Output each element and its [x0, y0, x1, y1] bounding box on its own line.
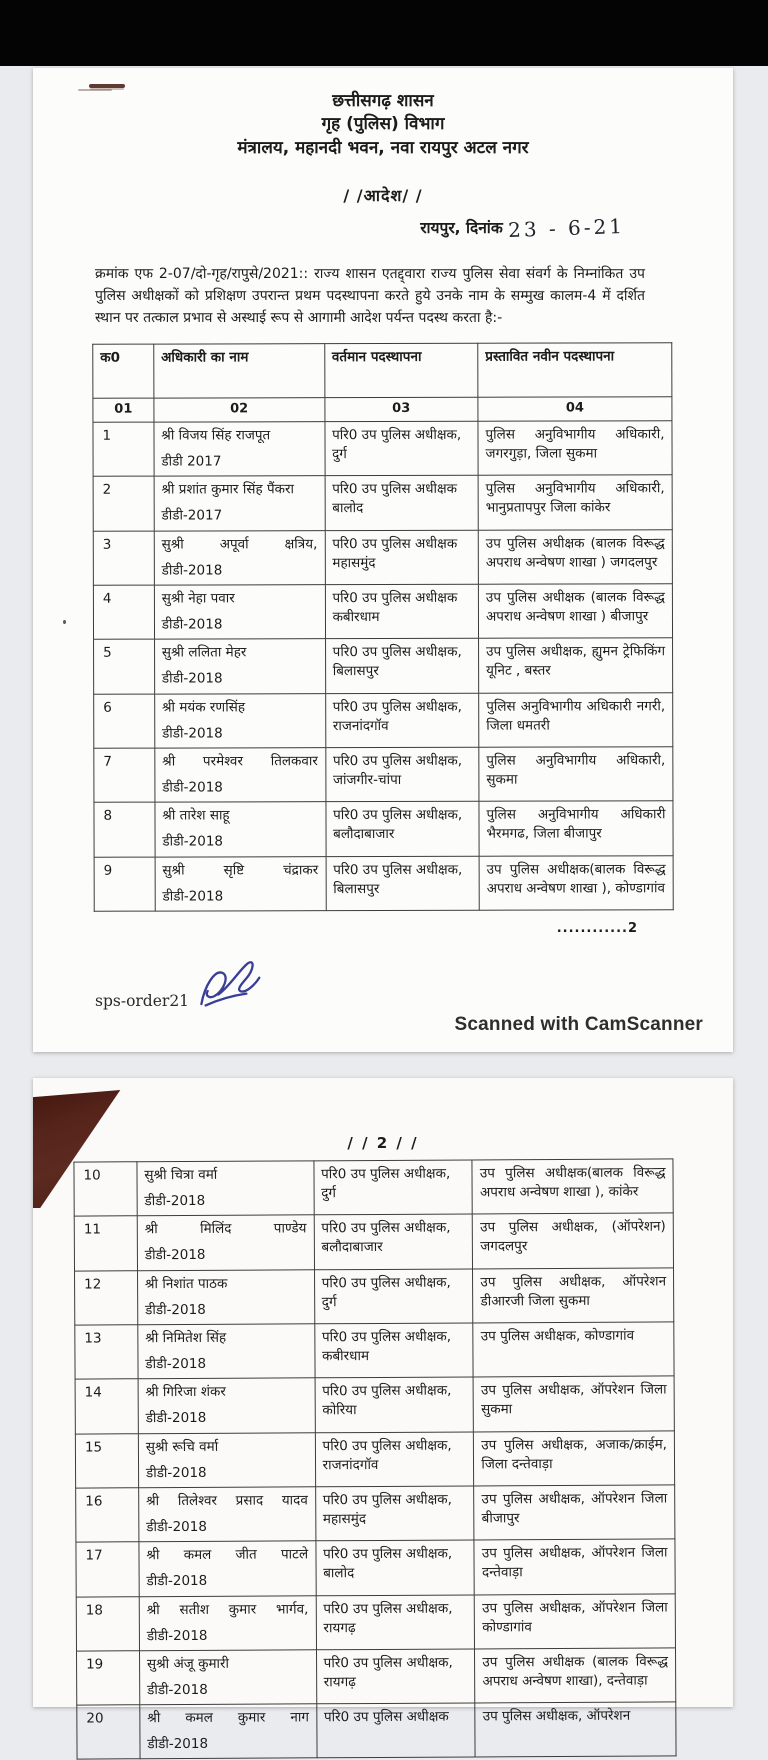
- officer-name-line: श्री मयंक रणसिंह: [161, 699, 245, 716]
- table-row: [93, 421, 672, 477]
- current-posting-line: परि0 उप पुलिस अधीक्षक,: [323, 1545, 453, 1563]
- officer-name-line: श्री कमल कुमार नाग: [147, 1709, 309, 1727]
- officer-batch: डीडी-2017: [161, 508, 223, 525]
- table-row: [94, 638, 673, 694]
- officer-serial: 16: [76, 1488, 139, 1543]
- table-row: [94, 856, 673, 912]
- officer-name-line: सुश्री ललिता मेहर: [161, 645, 247, 662]
- officer-serial: 1: [93, 423, 154, 477]
- current-posting-line: परि0 उप पुलिस अधीक्षक,: [332, 753, 463, 770]
- proposed-posting: उप पुलिस अधीक्षक, ऑपरेशन जिला दन्तेवाड़ा: [474, 1539, 675, 1594]
- officer-batch: डीडी-2018: [147, 1681, 208, 1699]
- officer-name: [155, 748, 326, 803]
- officer-serial: 2: [93, 477, 154, 531]
- officer-name: [138, 1432, 315, 1487]
- continuation-page-mark: ............2: [556, 921, 638, 937]
- current-posting-line: परि0 उप पुलिस अधीक्षक,: [321, 1274, 451, 1291]
- current-posting-line: परि0 उप पुलिस अधीक्षक,: [323, 1600, 453, 1617]
- officer-serial: 19: [76, 1651, 139, 1706]
- officer-name: [154, 639, 325, 694]
- officer-serial: 8: [94, 803, 155, 857]
- officer-name: [137, 1161, 314, 1216]
- officer-name-line: सुश्री नेहा पवार: [161, 590, 235, 607]
- officer-batch: डीडी-2018: [144, 1247, 206, 1264]
- officer-name: [155, 802, 326, 857]
- transfer-table-page1: [92, 343, 673, 912]
- proposed-posting: उप पुलिस अधीक्षक (बालक विरूद्ध अपराध अन्वेषण शाखा ) जगदलपुर: [478, 530, 672, 585]
- scanned-page-2: [33, 1078, 733, 1753]
- file-reference: sps-order21: [95, 992, 190, 1011]
- officer-batch: डीडी-2018: [146, 1627, 208, 1644]
- officer-batch: डीडी-2018: [147, 1736, 209, 1753]
- scanned-page-1: [33, 68, 733, 1052]
- current-posting-line: परि0 उप पुलिस अधीक्षक,: [332, 644, 462, 661]
- header-address-line: मंत्रालय, महानदी भवन, नवा रायपुर अटल नगर: [237, 137, 529, 158]
- table-row: [75, 1322, 674, 1379]
- proposed-posting: उप पुलिस अधीक्षक (बालक विरूद्ध अपराध अन्वेषण शाखा ) बीजापुर: [478, 584, 672, 639]
- table-row: [75, 1376, 674, 1433]
- proposed-posting: उप पुलिस अधीक्षक, (ऑपरेशन) जगदलपुर: [473, 1213, 674, 1268]
- current-posting: [325, 639, 479, 694]
- current-posting: [326, 856, 480, 911]
- officer-name: [139, 1487, 316, 1542]
- officer-name: [137, 1269, 314, 1324]
- officer-name-line: सुश्री रूचि वर्मा: [145, 1438, 219, 1455]
- officer-name: [138, 1324, 315, 1379]
- signature-scribble: [190, 957, 268, 1013]
- col-header-current: वर्तमान पदस्थापना: [324, 344, 478, 398]
- proposed-posting: उप पुलिस अधीक्षक, ह्युमन ट्रेफिकिंग यूनिट , बस्तर: [479, 638, 673, 693]
- officer-name-line: सुश्री अंजू कुमारी: [146, 1655, 230, 1673]
- officer-name: [137, 1215, 314, 1270]
- officer-serial: 4: [93, 585, 154, 639]
- proposed-posting: उप पुलिस अधीक्षक, ऑपरेशन जिला कोण्डागांव: [475, 1593, 676, 1648]
- officer-name-line: श्री निशांत पाठक: [144, 1275, 228, 1292]
- current-posting: [314, 1323, 473, 1378]
- column-number-row: [93, 397, 672, 423]
- current-posting-line: रायगढ़: [323, 1674, 356, 1691]
- col-header-name: अधिकारी का नाम: [154, 344, 325, 398]
- officer-name-line: सुश्री चित्रा वर्मा: [144, 1166, 218, 1184]
- officer-name-line: सुश्री सृष्टि चंद्राकर: [162, 862, 319, 879]
- officer-name: [154, 531, 325, 586]
- current-posting: [325, 422, 479, 477]
- table-row: [75, 1268, 674, 1325]
- officer-serial: 14: [75, 1379, 138, 1434]
- officer-batch: डीडी-2018: [145, 1410, 207, 1427]
- officer-name: [139, 1541, 316, 1596]
- officer-name: [154, 694, 325, 749]
- officer-batch: डीडी-2018: [162, 725, 223, 742]
- order-body-paragraph: क्रमांक एफ 2-07/दो-गृह/रापुसे/2021:: राज्य शासन एतद्द्वारा राज्य पुलिस सेवा संवर्ग के निम्नांकित उप पुलिस अधीक्षकों को प्रशिक्षण उपरान्त प्रथम पदस्थापना करते हुये उनके नाम के सम्मुख कालम-4 में दर्शित स्थान पर तत्काल प्रभाव से अस्थाई रूप से आगामी आदेश पर्यन्त पदस्थ करता है:-: [95, 266, 645, 326]
- header-dept-line: गृह (पुलिस) विभाग: [321, 114, 445, 135]
- proposed-posting: उप पुलिस अधीक्षक(बालक विरूद्ध अपराध अन्वेषण शाखा ), कोण्डागांव: [479, 856, 673, 911]
- proposed-posting: पुलिस अनुविभागीय अधिकारी भैरमगढ, जिला बीजापुर: [479, 801, 673, 856]
- current-posting-line: कबीरधाम: [332, 609, 380, 626]
- officer-name: [154, 585, 325, 640]
- col-number: 03: [324, 398, 477, 422]
- officer-batch: डीडी-2018: [162, 834, 224, 851]
- current-posting-line: दुर्ग: [332, 446, 347, 463]
- officer-name: [154, 422, 325, 477]
- officer-name-line: श्री परमेश्वर तिलकवार: [162, 753, 318, 770]
- col-header-proposed: प्रस्तावित नवीन पदस्थापना: [478, 343, 672, 398]
- current-posting-line: कोरिया: [322, 1402, 357, 1419]
- current-posting-line: परि0 उप पुलिस अधीक्षक,: [321, 1165, 451, 1183]
- camscanner-credit: Scanned with CamScanner: [454, 1014, 703, 1035]
- officer-name: [155, 857, 326, 912]
- current-posting-line: परि0 उप पुलिस अधीक्षक,: [321, 1328, 452, 1346]
- table-row: [76, 1485, 675, 1542]
- officer-serial: 9: [94, 857, 155, 911]
- current-posting-line: दुर्ग: [321, 1185, 337, 1202]
- scan-mark-artifact: [89, 84, 125, 88]
- officer-name-line: सुश्री अपूर्वा क्षत्रिय,: [161, 536, 318, 553]
- col-header-serial: क0: [93, 345, 154, 399]
- officer-serial: 12: [75, 1270, 138, 1325]
- current-posting: [325, 693, 479, 748]
- header-govt-line: छत्तीसगढ़ शासन: [332, 91, 434, 111]
- proposed-posting: उप पुलिस अधीक्षक (बालक विरूद्ध अपराध अन्वेषण शाखा), दन्तेवाड़ा: [475, 1648, 676, 1703]
- officer-name: [140, 1704, 317, 1759]
- current-posting-line: परि0 उप पुलिस अधीक्षक,: [333, 807, 463, 824]
- proposed-posting: उप पुलिस अधीक्षक, ऑपरेशन जिला सुकमा: [473, 1376, 674, 1431]
- page-2-marker: / / 2 / /: [347, 1134, 419, 1152]
- current-posting: [316, 1594, 475, 1649]
- table-row: [76, 1593, 675, 1650]
- current-posting: [314, 1160, 473, 1215]
- officer-batch: डीडी-2018: [162, 779, 223, 797]
- officer-name: [138, 1378, 315, 1433]
- current-posting: [325, 585, 479, 640]
- scan-dot-artifact: [63, 620, 66, 624]
- proposed-posting: उप पुलिस अधीक्षक, ऑपरेशन डीआरजी जिला सुकमा: [473, 1268, 674, 1323]
- current-posting-line: रायगढ़: [323, 1619, 356, 1636]
- officer-name-line: श्री निमितेश सिंह: [145, 1329, 227, 1347]
- officer-name-line: श्री प्रशांत कुमार सिंह पैंकरा: [161, 481, 295, 499]
- current-posting-line: परि0 उप पुलिस अधीक्षक,: [323, 1654, 453, 1672]
- current-posting-line: बिलासपुर: [332, 663, 379, 680]
- officer-serial: 17: [76, 1542, 139, 1597]
- current-posting: [316, 1540, 475, 1595]
- current-posting-line: परि0 उप पुलिस अधीक्षक,: [333, 861, 463, 879]
- current-posting-line: परि0 उप पुलिस अधीक्षक: [332, 535, 458, 553]
- officer-batch: डीडी-2018: [145, 1464, 207, 1481]
- current-posting-line: परि0 उप पुलिस अधीक्षक: [332, 590, 458, 607]
- officer-serial: 13: [75, 1325, 138, 1380]
- officer-serial: 6: [94, 694, 155, 748]
- officer-serial: 10: [74, 1162, 137, 1217]
- officer-name-line: श्री गिरिजा शंकर: [145, 1384, 226, 1401]
- place-date-label: रायपुर, दिनांक: [420, 219, 503, 238]
- officer-name-line: श्री तिलेश्वर प्रसाद यादव: [146, 1492, 308, 1510]
- current-posting: [325, 748, 479, 803]
- officer-batch: डीडी-2018: [146, 1518, 207, 1536]
- current-posting: [314, 1269, 473, 1324]
- current-posting: [314, 1214, 473, 1269]
- officer-serial: 15: [75, 1433, 138, 1488]
- officer-serial: 5: [94, 640, 155, 694]
- table-row: [77, 1702, 676, 1759]
- current-posting-line: परि0 उप पुलिस अधीक्षक: [332, 481, 458, 498]
- officer-batch: डीडी-2018: [161, 562, 223, 579]
- table-row: [94, 801, 673, 857]
- current-posting-line: महासमुंद: [322, 1511, 367, 1528]
- current-posting: [315, 1377, 474, 1432]
- proposed-posting: उप पुलिस अधीक्षक, ऑपरेशन जिला बीजापुर: [474, 1485, 675, 1540]
- proposed-posting: उप पुलिस अधीक्षक, कोण्डागांव: [473, 1322, 674, 1377]
- current-posting-line: बालोद: [323, 1565, 355, 1582]
- officer-batch: डीडी-2018: [161, 616, 223, 634]
- table-row: [74, 1159, 673, 1216]
- proposed-posting: पुलिस अनुविभागीय अधिकारी, जगरगुड़ा, जिला सुकमा: [478, 421, 672, 476]
- current-posting-line: बिलासपुर: [333, 881, 380, 898]
- current-posting: [316, 1649, 475, 1704]
- officer-batch: डीडी-2018: [144, 1193, 206, 1210]
- officer-name-line: श्री मिलिंद पाण्डेय: [144, 1220, 307, 1238]
- officer-name-line: श्री सतीश कुमार भार्गव,: [146, 1600, 309, 1618]
- proposed-posting: उप पुलिस अधीक्षक(बालक विरूद्ध अपराध अन्वेषण शाखा ), कांकेर: [472, 1159, 673, 1214]
- table-row: [94, 693, 673, 749]
- current-posting-line: परि0 उप पुलिस अधीक्षक,: [332, 698, 462, 716]
- officer-serial: 20: [77, 1705, 140, 1760]
- officer-name: [154, 476, 325, 531]
- table-row: [93, 475, 672, 531]
- current-posting-line: महासमुंद: [332, 555, 376, 572]
- col-number: 04: [478, 397, 672, 422]
- officer-name: [139, 1595, 316, 1650]
- current-posting-line: परि0 उप पुलिस अधीक्षक,: [322, 1382, 452, 1400]
- current-posting-line: जांजगीर-चांपा: [332, 772, 402, 789]
- current-posting-line: परि0 उप पुलिस अधीक्षक,: [322, 1491, 452, 1509]
- current-posting: [315, 1486, 474, 1541]
- officer-name-line: श्री कमल जीत पाटले: [146, 1546, 309, 1564]
- place-date-line: [33, 214, 733, 243]
- handwritten-date: 23 - 6-21: [507, 214, 626, 243]
- order-title: / /आदेश/ /: [343, 186, 423, 206]
- col-number: 02: [154, 398, 325, 422]
- proposed-posting: पुलिस अनुविभागीय अधिकारी, सुकमा: [479, 747, 673, 802]
- table-row: [76, 1648, 675, 1705]
- transfer-table-page2: [73, 1158, 676, 1760]
- current-posting-line: बलौदाबाजार: [333, 826, 395, 843]
- proposed-posting: उप पुलिस अधीक्षक, अजाक/क्राईम, जिला दन्तेवाड़ा: [474, 1430, 675, 1485]
- table-header-row: [93, 343, 672, 399]
- current-posting-line: कबीरधाम: [322, 1348, 370, 1365]
- current-posting-line: राजनांदगॉव: [332, 718, 389, 735]
- footer-signature-row: [95, 962, 733, 1010]
- officer-name-line: श्री विजय सिंह राजपूत: [161, 427, 271, 445]
- current-posting-line: बालोद: [332, 500, 364, 518]
- proposed-posting: उप पुलिस अधीक्षक, ऑपरेशन: [475, 1702, 676, 1757]
- current-posting: [316, 1703, 475, 1758]
- current-posting-line: परि0 उप पुलिस अधीक्षक: [323, 1708, 449, 1726]
- proposed-posting: पुलिस अनुविभागीय अधिकारी, भानुप्रतापपुर जिला कांकेर: [478, 475, 672, 530]
- officer-serial: 7: [94, 748, 155, 802]
- proposed-posting: पुलिस अनुविभागीय अधिकारी नगरी, जिला धमतरी: [479, 693, 673, 748]
- officer-batch: डीडी-2018: [145, 1301, 206, 1318]
- table-row: [75, 1430, 674, 1487]
- officer-name-line: श्री तारेश साहू: [162, 808, 230, 825]
- current-posting-line: राजनांदगॉव: [322, 1456, 379, 1473]
- officer-batch: डीडी-2018: [145, 1355, 207, 1373]
- officer-name: [139, 1650, 316, 1705]
- officer-serial: 11: [74, 1216, 137, 1271]
- current-posting: [326, 802, 480, 857]
- col-number: 01: [93, 399, 154, 423]
- table-row: [93, 584, 672, 640]
- current-posting: [325, 530, 479, 585]
- officer-batch: डीडी-2018: [161, 671, 223, 688]
- officer-batch: डीडी 2017: [161, 454, 222, 471]
- table-row: [94, 747, 673, 803]
- table-row: [76, 1539, 675, 1596]
- officer-batch: डीडी-2018: [162, 888, 224, 905]
- current-posting-line: दुर्ग: [321, 1293, 337, 1311]
- current-posting: [315, 1432, 474, 1487]
- officer-serial: 18: [76, 1596, 139, 1651]
- current-posting-line: परि0 उप पुलिस अधीक्षक,: [322, 1437, 452, 1454]
- current-posting-line: बलौदाबाजार: [321, 1239, 383, 1256]
- document-header: [33, 90, 733, 160]
- table-row: [93, 530, 672, 586]
- current-posting-line: परि0 उप पुलिस अधीक्षक,: [321, 1219, 451, 1237]
- status-bar: [0, 0, 768, 66]
- table-row: [74, 1213, 673, 1270]
- officer-serial: 3: [93, 531, 154, 585]
- current-posting: [325, 476, 479, 531]
- officer-batch: डीडी-2018: [146, 1573, 208, 1590]
- current-posting-line: परि0 उप पुलिस अधीक्षक,: [332, 427, 462, 444]
